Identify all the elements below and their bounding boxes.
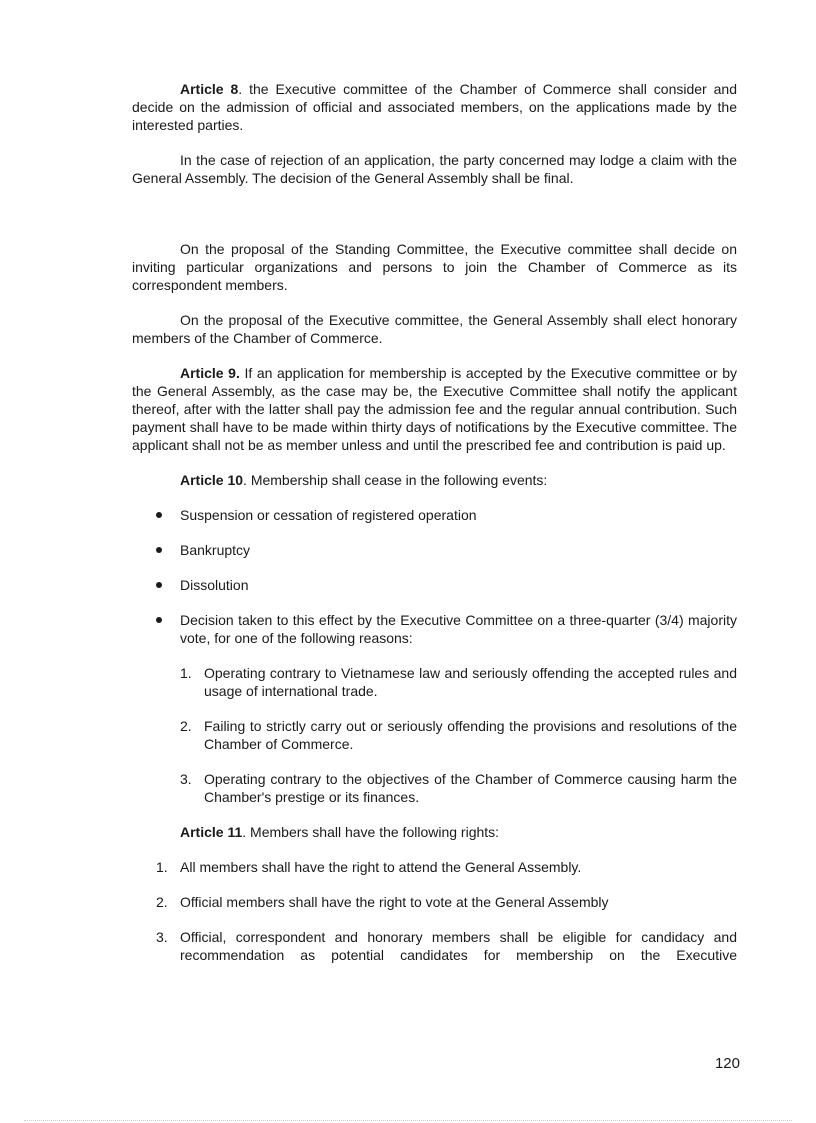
article-11-paragraph (132, 823, 737, 841)
list-item: 2. Failing to strictly carry out or seriously offending the provisions and resolutions of the Chamber of Commerce. (180, 718, 737, 752)
article-10-label: Article 10 (180, 472, 244, 488)
article-11-text: . Members shall have the following rights: (242, 824, 500, 840)
document-page (132, 80, 737, 981)
article-8-paragraph (132, 80, 737, 134)
list-item: 3. Operating contrary to the objectives of the Chamber of Commerce causing harm the Chamber's prestige or its finances. (180, 771, 737, 805)
list-number: 1. (156, 859, 168, 875)
cessation-events-list (132, 506, 737, 647)
member-rights-list (132, 858, 737, 964)
list-item: 1. Operating contrary to Vietnamese law and seriously offending the accepted rules and usage of international trade. (180, 665, 737, 699)
article-9-paragraph (132, 364, 737, 454)
list-item: 2. Official members shall have the right to vote at the General Assembly (156, 894, 609, 910)
rejection-paragraph: In the case of rejection of an application, the party concerned may lodge a claim with the General Assembly. The decision of the General Assembly shall be final. (132, 152, 737, 186)
article-10-text: . Membership shall cease in the following events: (243, 472, 548, 488)
list-item: Bankruptcy (132, 541, 737, 559)
list-item: 3. Official, correspondent and honorary members shall be eligible for candidacy and recommendation as potential candidates for membership on the Executive (156, 929, 737, 963)
article-8-label: Article 8 (180, 81, 239, 97)
cessation-reasons-list (132, 664, 737, 806)
correspondent-members-paragraph: On the proposal of the Standing Committee, the Executive committee shall decide on inviting particular organizations and persons to join the Chamber of Commerce as its correspondent members. (132, 241, 737, 293)
list-item: 1. All members shall have the right to attend the General Assembly. (156, 859, 582, 875)
article-11-label: Article 11 (180, 824, 243, 840)
list-item: Dissolution (132, 576, 737, 594)
page-number: 120 (714, 1055, 740, 1072)
bullet-icon (156, 582, 162, 588)
list-number: 3. (180, 771, 192, 787)
article-9-text: If an application for membership is accepted by the Executive committee or by the General Assembly, as the case may be, the Executive Committee shall notify the applicant thereof, after with the latter shall pay the admission fee and the regular annual contribution. Such payment shall have to be made within thirty days of notifications by the Executive committee. The applicant shall not be as member unless and until the prescribed fee and contribution is paid up. (132, 365, 738, 453)
bullet-icon (156, 547, 162, 553)
article-10-paragraph (132, 471, 737, 489)
list-number: 3. (156, 929, 168, 945)
list-number: 1. (180, 665, 192, 681)
bullet-icon (156, 512, 162, 518)
bullet-icon (156, 617, 162, 623)
list-number: 2. (180, 718, 192, 734)
honorary-members-paragraph: On the proposal of the Executive committee, the General Assembly shall elect honorary members of the Chamber of Commerce. (132, 312, 737, 346)
footer-divider (24, 1120, 792, 1121)
article-9-label: Article 9. (180, 365, 240, 381)
list-item: Decision taken to this effect by the Executive Committee on a three-quarter (3/4) majority vote, for one of the following reasons: (132, 611, 737, 647)
article-8-text: . the Executive committee of the Chamber of Commerce shall consider and decide on the admission of official and associated members, on the applications made by the interested parties. (132, 81, 738, 133)
list-item: Suspension or cessation of registered operation (132, 506, 737, 524)
list-number: 2. (156, 894, 168, 910)
